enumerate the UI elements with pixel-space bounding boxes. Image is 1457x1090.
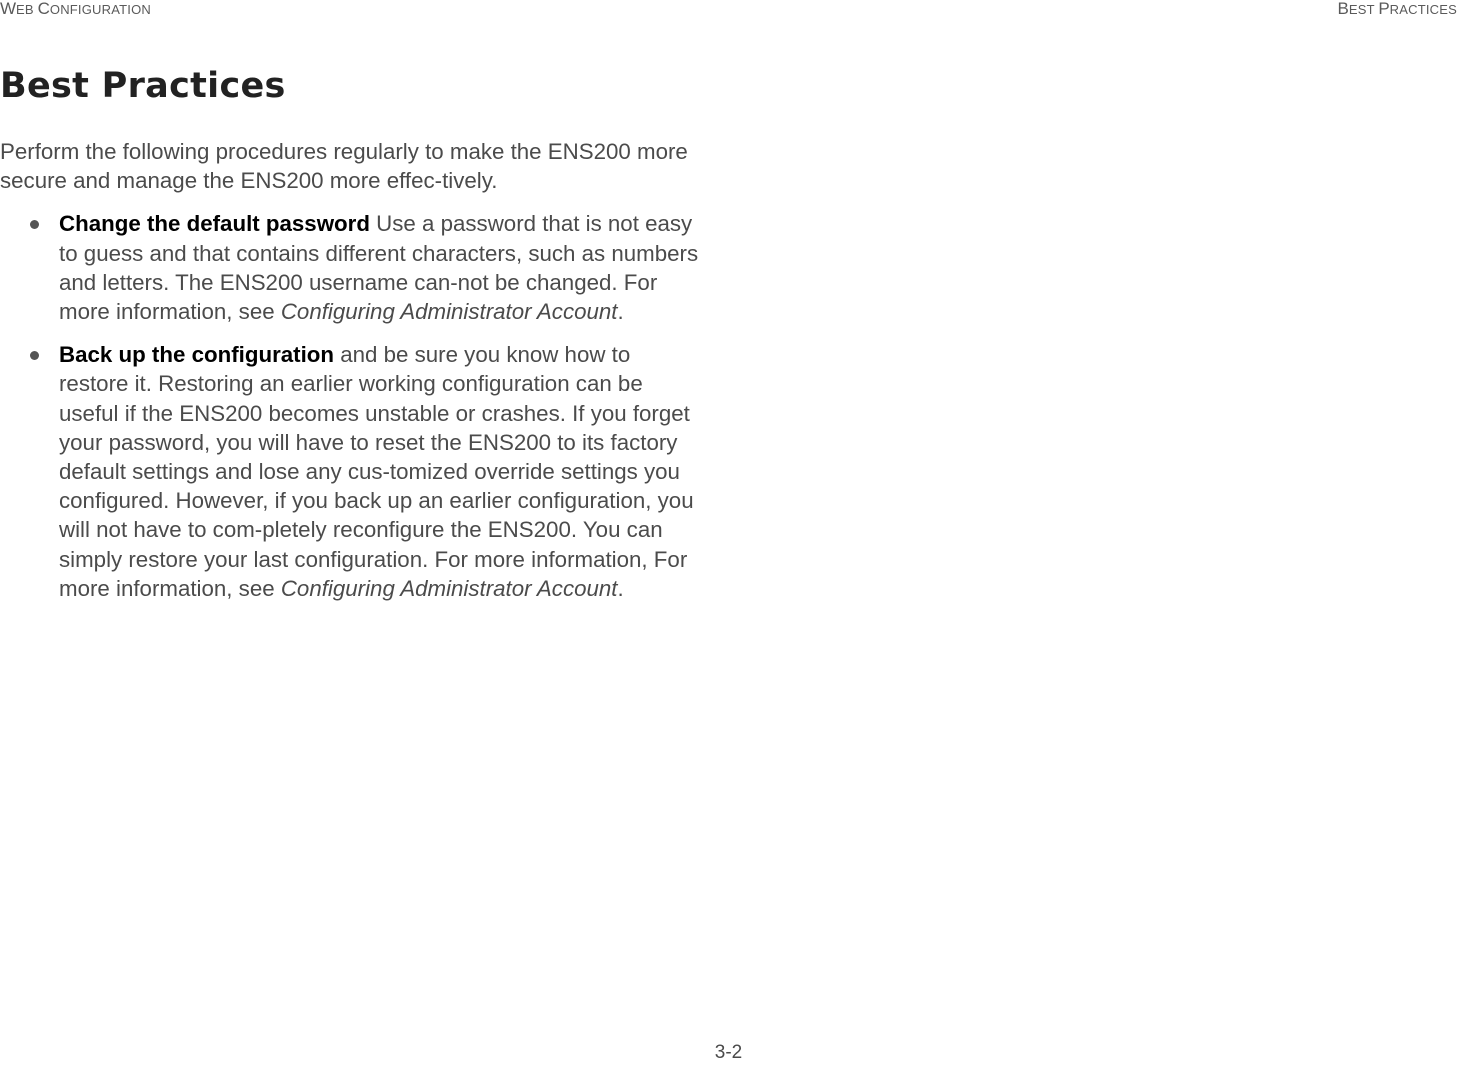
page-title: Best Practices [0,66,286,106]
bullet-tail: . [617,575,624,601]
bullet-text: and be sure you know how to restore it. Restoring an earlier working configuration can be useful if the ENS200 becomes unstable or crashes. If you forget your password, you will have to reset the ENS200 to its factory default settings and lose any cus-tomized override settings you configured. However, if you back up an earlier configuration, you will not have to com-pletely reconfigure the ENS200. You can simply restore your last configuration. For more information, For more information, see [59,342,694,601]
bullet-icon [30,220,39,229]
cross-reference-link[interactable]: Configuring Administrator Account [280,299,618,325]
header-section-title: BEST PRACTICES [1337,0,1457,18]
best-practices-list [0,209,700,603]
cross-reference-link[interactable]: Configuring Administrator Account [280,575,618,601]
bullet-icon [30,351,39,360]
running-header [0,0,1457,22]
bullet-heading: Change the default password [59,211,370,237]
page-body [0,137,700,617]
header-chapter-title: WEB CONFIGURATION [0,0,151,18]
list-item [0,340,700,603]
list-item [0,209,700,326]
bullet-heading: Back up the configuration [59,342,335,368]
page-number: 3-2 [714,1042,743,1063]
bullet-tail: . [617,299,624,325]
intro-paragraph: Perform the following procedures regularly to make the ENS200 more secure and manage the ENS200 more effec-tively. [0,139,688,194]
bullet-text: Use a password that is not easy to guess and that contains different characters, such as numbers and letters. The ENS200 username can-not be changed. For more information, see [59,211,699,325]
